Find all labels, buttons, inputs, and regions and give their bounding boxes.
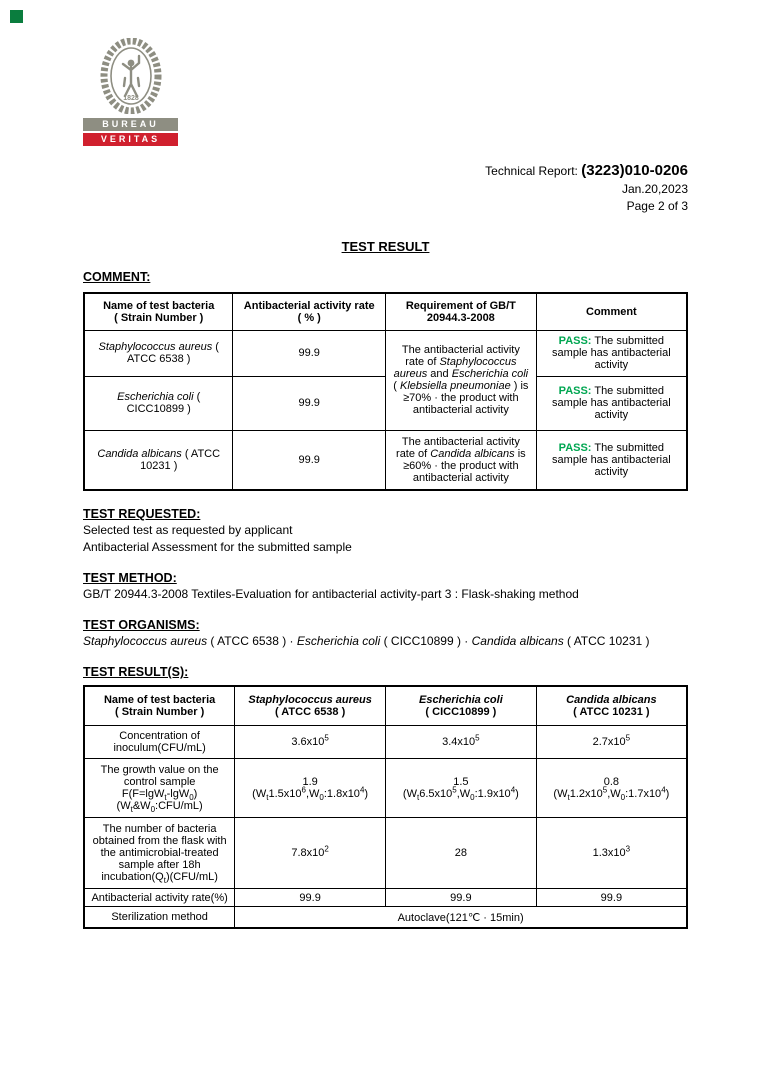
rate-cell: 99.9 bbox=[233, 430, 386, 490]
test-organisms-line: Staphylococcus aureus ( ATCC 6538 ) · Escherichia coli ( CICC10899 ) · Candida albicans ( ATCC 10231 ) bbox=[83, 634, 650, 649]
value-cell: 0.8 $(W_t1.2x10^5,W_0:1.7x10^4)$ bbox=[536, 759, 687, 818]
row-label: Concentration of inoculum(CFU/mL) bbox=[84, 726, 235, 759]
value-cell: $2.7x10^5$ bbox=[536, 726, 687, 759]
table-header-row bbox=[84, 686, 687, 726]
report-date: Jan.20,2023 bbox=[621, 182, 688, 196]
col-header-requirement: Requirement of GB/T 20944.3-2008 bbox=[385, 293, 536, 331]
value-cell: $1.3x10^3$ bbox=[536, 818, 687, 889]
pass-text: The submitted sample has antibacterial activity bbox=[552, 335, 671, 372]
value-cell: 28 bbox=[386, 818, 537, 889]
col-header-comment: Comment bbox=[536, 293, 687, 331]
requirement-cell: The antibacterial activity rate of Staphylococcus aureus and Escherichia coli ( Klebsiella pneumoniae ) is ≥70% · the product with antibacterial activity bbox=[385, 330, 536, 430]
value-cell: 99.9 bbox=[386, 889, 537, 907]
comment-cell bbox=[536, 430, 687, 490]
value-cell: 99.9 bbox=[536, 889, 687, 907]
table-row bbox=[84, 726, 687, 759]
value-cell: Autoclave(121℃ · 15min) bbox=[235, 907, 687, 929]
logo-veritas-banner: VERITAS bbox=[83, 133, 178, 146]
value-cell: $7.8x10^2$ bbox=[235, 818, 386, 889]
pass-badge: PASS: bbox=[558, 441, 592, 454]
comment-table bbox=[83, 292, 688, 492]
value-cell: 99.9 bbox=[235, 889, 386, 907]
page-title: TEST RESULT bbox=[341, 238, 430, 254]
value-cell: 1.9 $(W_t1.5x10^6,W_0:1.8x10^4)$ bbox=[235, 759, 386, 818]
report-label: Technical Report: bbox=[485, 164, 578, 178]
bacteria-cell: Escherichia coli ( CICC10899 ) bbox=[84, 376, 233, 430]
row-label: The growth value on the control sample F(F=lgW$_t$-lgW$_0$) $(W_t\&W_0:CFU/mL)$ bbox=[84, 759, 235, 818]
table-row bbox=[84, 907, 687, 929]
value-cell: $3.4x10^5$ bbox=[386, 726, 537, 759]
pass-text: The submitted sample has antibacterial activity bbox=[552, 385, 671, 422]
col-header-calbicans: Candida albicans ( ATCC 10231 ) bbox=[536, 686, 687, 726]
report-number-line bbox=[83, 160, 688, 181]
rate-cell: 99.9 bbox=[233, 330, 386, 376]
report-page-number: Page 2 of 3 bbox=[626, 198, 688, 213]
table-row bbox=[84, 330, 687, 376]
result-table bbox=[83, 685, 688, 929]
pass-text: The submitted sample has antibacterial activity bbox=[552, 441, 671, 478]
col-header-bacteria: Name of test bacteria ( Strain Number ) bbox=[84, 686, 235, 726]
pass-badge: PASS: bbox=[558, 335, 592, 348]
pass-badge: PASS: bbox=[558, 385, 592, 398]
test-method-line: GB/T 20944.3-2008 Textiles-Evaluation for antibacterial activity-part 3 : Flask-shaking method bbox=[83, 587, 579, 602]
requirement-cell: The antibacterial activity rate of Candida albicans is ≥60% · the product with antibacterial activity bbox=[385, 430, 536, 490]
row-label: The number of bacteria obtained from the flask with the antimicrobial-treated sample after 18h $incubation(Q_t)(CFU/mL)$ bbox=[84, 818, 235, 889]
row-label: Antibacterial activity rate(%) bbox=[84, 889, 235, 907]
comment-cell bbox=[536, 330, 687, 376]
test-results-heading: TEST RESULT(S): bbox=[83, 665, 189, 680]
bacteria-cell: Staphylococcus aureus ( ATCC 6538 ) bbox=[84, 330, 233, 376]
test-requested-line: Antibacterial Assessment for the submitted sample bbox=[83, 540, 352, 555]
test-requested-line: Selected test as requested by applicant bbox=[83, 523, 293, 538]
value-cell: 1.5 $(W_t6.5x10^5,W_0:1.9x10^4)$ bbox=[386, 759, 537, 818]
test-organisms-heading: TEST ORGANISMS: bbox=[83, 618, 200, 633]
table-header-row bbox=[84, 293, 687, 331]
test-requested-heading: TEST REQUESTED: bbox=[83, 507, 201, 522]
col-header-saureus: Staphylococcus aureus ( ATCC 6538 ) bbox=[235, 686, 386, 726]
comment-heading: COMMENT: bbox=[83, 269, 151, 284]
logo-bureau-banner: BUREAU bbox=[83, 118, 178, 131]
value-cell: $3.6x10^5$ bbox=[235, 726, 386, 759]
bureau-veritas-logo bbox=[83, 38, 178, 146]
test-method-heading: TEST METHOD: bbox=[83, 571, 177, 586]
rate-cell: 99.9 bbox=[233, 376, 386, 430]
bureau-veritas-emblem-icon bbox=[100, 38, 162, 114]
bacteria-cell: Candida albicans ( ATCC 10231 ) bbox=[84, 430, 233, 490]
table-row bbox=[84, 430, 687, 490]
emblem-year: 1828 bbox=[122, 95, 139, 102]
corner-marker bbox=[10, 10, 23, 23]
col-header-bacteria: Name of test bacteria ( Strain Number ) bbox=[84, 293, 233, 331]
table-row bbox=[84, 818, 687, 889]
report-number: (3223)010-0206 bbox=[581, 162, 688, 179]
col-header-ecoli: Escherichia coli ( CICC10899 ) bbox=[386, 686, 537, 726]
comment-cell bbox=[536, 376, 687, 430]
report-meta bbox=[83, 160, 688, 215]
col-header-rate: Antibacterial activity rate ( % ) bbox=[233, 293, 386, 331]
table-row bbox=[84, 889, 687, 907]
row-label: Sterilization method bbox=[84, 907, 235, 929]
table-row bbox=[84, 759, 687, 818]
